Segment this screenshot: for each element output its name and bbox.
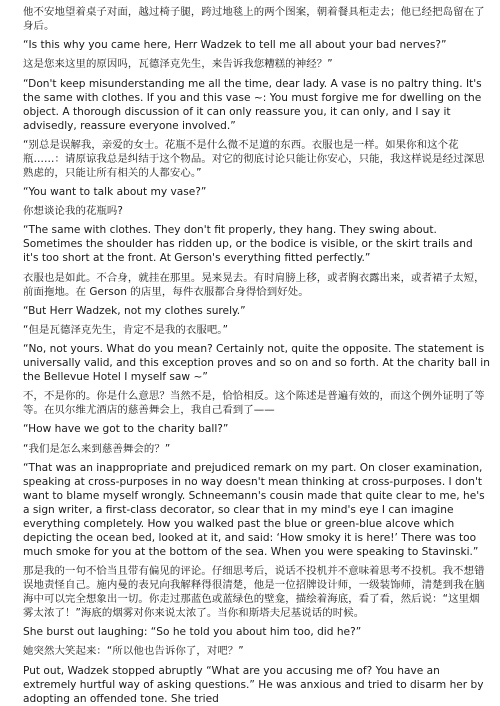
paragraph-chinese: 衣服也是如此。不合身，就挂在那里。晃来晃去。有时肩膀上移，或者胸衣露出来，或者裙子太短，前面拖地。在 Gerson 的店里，每件衣服都合身得恰到好处。: [23, 271, 485, 298]
paragraph-chinese: “我们是怎么来到慈善舞会的？”: [23, 442, 171, 455]
paragraph-english: “The same with clothes. They don't fit properly, they hang. They swing about. Sometimes the shoulder has ridden up, or the bodice is visible, or the skirt trails and it's too short at the front. At Gerson's everything fitted perfectly.”: [23, 224, 473, 265]
paragraph-chinese: 不，不是你的。你是什么意思？当然不是，恰恰相反。这个陈述是普遍有效的，而这个例外证明了等等。在贝尔维尤酒店的慈善舞会上，我自己看到了——: [23, 390, 485, 417]
paragraph-chinese: 这是您来这里的原因吗，瓦德泽克先生，来告诉我您糟糕的神经？”: [23, 58, 333, 71]
paragraph-chinese: “别总是误解我，亲爱的女士。花瓶不是什么微不足道的东西。衣服也是一样。如果你和这个花瓶……：请原谅我总是纠结于这个物品。对它的彻底讨论只能让你安心，只能，我这样说是经过深思熟虑的，只能让所有相关的人都安心。”: [23, 138, 485, 179]
paragraph-english: “You want to talk about my vase?”: [23, 185, 207, 198]
paragraph-chinese: “但是瓦德泽克先生，肯定不是我的衣服吧。”: [23, 323, 229, 336]
paragraph-chinese: 那是我的一句不恰当且带有偏见的评论。仔细思考后，说话不投机并不意味着思考不投机。我不想错误地责怪自己。施内曼的表兄向我解释得很清楚，他是一位招牌设计师，一级装饰师，清楚到我在脑海中可以完全想象出一切。你走过那蓝色或蓝绿色的壁龛，描绘着海底，看了看，然后说：“这里烟雾太浓了！”海底的烟雾对你来说太浓了。当你和斯塔夫尼基说话的时候。: [23, 565, 485, 619]
paragraph-english: “That was an inappropriate and prejudiced remark on my part. On closer examination, speaking at cross-purposes in no way doesn't mean thinking at cross-purposes. I don't want to blame myself wrongly. Schneemann's cousin made that quite clear to me, he's a sign writer, a first-class decorator, so clear that in my mind's eye I can imagine everything completely. How you walked past the blue or green-blue alcove which depicting the ocean bed, looked at it, and said: ‘How smoky it is here!’ There was too much smoke for you at the bottom of the sea. When you were speaking to Stavinski.”: [23, 461, 485, 558]
paragraph-english: “Don't keep misunderstanding me all the time, dear lady. A vase is no paltry thing. It's the same with clothes. If you and this vase ~: You must forgive me for dwelling on the object. A thorough discussion of it can only reassure you, it can only, and I say it advisedly, reassure everyone involved.”: [23, 77, 482, 132]
paragraph-chinese: 她突然大笑起来：“所以他也告诉你了，对吧？”: [23, 645, 244, 658]
paragraph-english: Put out, Wadzek stopped abruptly “What are you accusing me of? You have an extremely hurtful way of asking questions.” He was anxious and tried to disarm her by adopting an offended tone. She tried: [23, 664, 484, 705]
paragraph-english: “No, not yours. What do you mean? Certainly not, quite the opposite. The statement is universally valid, and this exception proves and so on and so forth. At the charity ball in the Bellevue Hotel I myself saw ~”: [23, 343, 490, 384]
paragraph-english: “But Herr Wadzek, not my clothes surely.”: [23, 304, 246, 317]
paragraph-english: “Is this why you came here, Herr Wadzek to tell me all about your bad nerves?”: [23, 39, 447, 52]
paragraph-english: “How have we got to the charity ball?”: [23, 423, 229, 436]
paragraph-english: She burst out laughing: “So he told you about him too, did he?”: [23, 626, 362, 639]
paragraph-chinese: 你想谈论我的花瓶吗?: [23, 205, 124, 218]
paragraph-chinese: 他不安地望着桌子对面，越过椅子腿，跨过地毯上的两个图案，朝着餐具柜走去；他已经把岛留在了身后。: [23, 6, 485, 32]
